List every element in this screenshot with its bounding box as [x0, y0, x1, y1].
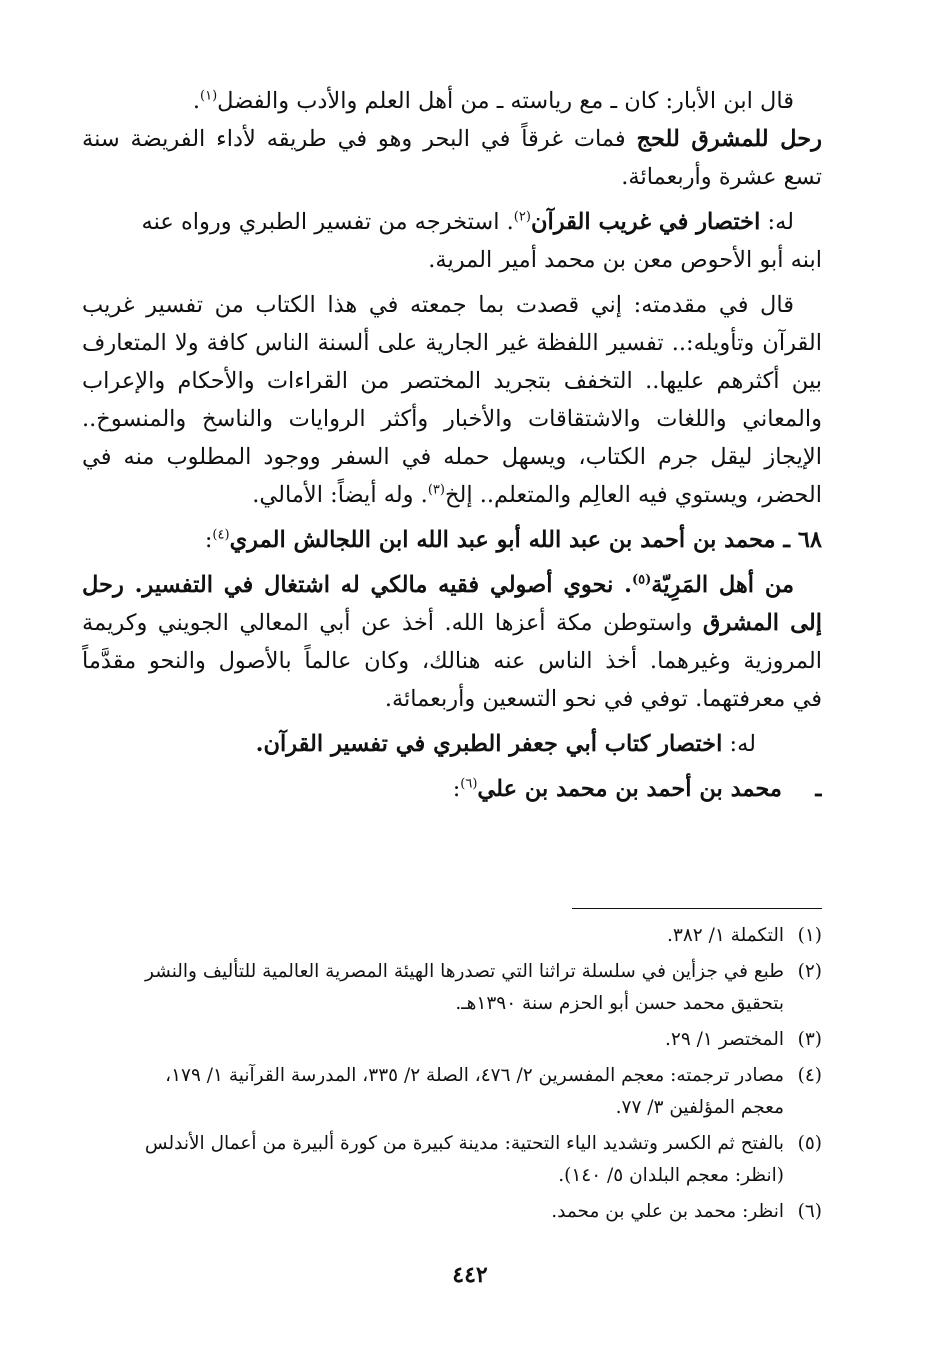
text-line: المروزية وغيرهما. أخذ الناس عنه هنالك، وكان عالماً بالأصول والنحو مقدَّماً	[82, 648, 822, 674]
page-number: ٤٤٢	[452, 1262, 488, 1288]
bold-phrase: اختصار كتاب أبي جعفر الطبري في تفسير القرآن.	[255, 731, 723, 757]
text-line: له: اختصار كتاب أبي جعفر الطبري في تفسير القرآن.	[255, 731, 756, 757]
footnote-line: انظر: محمد بن علي بن محمد.	[551, 1201, 784, 1222]
text-line: ٦٨ ـ محمد بن أحمد بن عبد الله أبو عبد الله ابن اللجالش المري$^{(٤)}$:	[204, 527, 822, 553]
bold-phrase: محمد بن أحمد بن محمد بن علي	[477, 776, 782, 802]
main-text	[82, 82, 822, 808]
footnote-number: (٦)	[797, 1201, 822, 1222]
footnote-ref: (١)	[200, 88, 218, 104]
footnote-text	[80, 956, 784, 1020]
entry-dash: ـ	[815, 776, 822, 802]
footnote	[80, 1128, 822, 1192]
footnote-number: (٢)	[797, 961, 822, 982]
paragraph-gap	[82, 279, 822, 286]
footnote-line: (انظر: معجم البلدان ٥/ ١٤٠).	[558, 1165, 784, 1186]
footnote	[80, 956, 822, 1020]
text-line: ـمحمد بن أحمد بن محمد بن علي$^{(٦)}$:	[82, 770, 822, 808]
footnote-text	[80, 920, 784, 952]
text-line: قال في مقدمته: إني قصدت بما جمعته في هذا الكتاب من تفسير غريب	[82, 292, 794, 318]
footnote-number: (٤)	[797, 1065, 822, 1086]
bold-phrase: رحل للمشرق للحج	[636, 126, 822, 152]
paragraph-gap	[82, 718, 822, 725]
footnote-line: المختصر ١/ ٢٩.	[665, 1029, 784, 1050]
text-line: الإيجاز ليقل جرم الكتاب، ويسهل حمله في السفر ووجود المطلوب منه في	[82, 444, 822, 470]
paragraph-gap	[82, 196, 822, 203]
bold-phrase: اختصار في غريب القرآن	[530, 209, 761, 235]
text-line: في معرفتهما. توفي في نحو التسعين وأربعمائة.	[384, 686, 822, 712]
footnote-text	[80, 1128, 784, 1192]
text-line: إلى المشرق واستوطن مكة أعزها الله. أخذ عن أبي المعالي الجويني وكريمة	[82, 610, 822, 636]
text-line: والمعاني واللغات والاشتقاقات والأخبار وأكثر الروايات والناسخ والمنسوخ..	[82, 406, 822, 432]
footnote-line: معجم المؤلفين ٣/ ٧٧.	[615, 1097, 784, 1118]
footnote	[80, 1024, 822, 1056]
text-line	[82, 566, 822, 604]
text-line: القرآن وتأويله:.. تفسير اللفظة غير الجارية على ألسنة الناس كافة ولا المتعارف	[82, 330, 822, 356]
text-line: تسع عشرة وأربعمائة.	[621, 164, 822, 190]
footnote-ref: (٢)	[513, 209, 531, 225]
footnotes	[80, 920, 822, 1232]
paragraph-gap	[82, 559, 822, 566]
footnote-ref: (٣)	[427, 482, 445, 498]
text-line: قال ابن الأبار: كان ـ مع رياسته ـ من أهل العلم والأدب والفضل$^{(١)}$.	[192, 88, 794, 114]
footnote-ref: (٦)	[460, 776, 478, 792]
footnote-text	[80, 1024, 784, 1056]
footnote-text	[80, 1060, 784, 1124]
text-line: بين أكثرهم عليها.. التخفف بتجريد المختصر من القراءات والأحكام والإعراب	[82, 368, 822, 394]
footnote-text	[80, 1196, 784, 1228]
text-line: ابنه أبو الأحوص معن بن محمد أمير المرية.	[428, 247, 822, 273]
footnote-line: بتحقيق محمد حسن أبو الحزم سنة ١٣٩٠هـ.	[455, 993, 784, 1014]
footnote-number: (٥)	[797, 1133, 822, 1154]
footnote-line: طبع في جزأين في سلسلة تراثنا التي تصدرها الهيئة المصرية العالمية للتأليف والنشر	[144, 961, 784, 982]
footnote-line: مصادر ترجمته: معجم المفسرين ٢/ ٤٧٦، الصلة ٢/ ٣٣٥، المدرسة القرآنية ١/ ١٧٩،	[165, 1065, 784, 1086]
footnote-line: بالفتح ثم الكسر وتشديد الياء التحتية: مدينة كبيرة من كورة ألبيرة من أعمال الأندلس	[144, 1133, 784, 1154]
footnote-number: (١)	[797, 925, 822, 946]
footnote	[80, 1060, 822, 1124]
bold-phrase: إلى المشرق	[702, 610, 822, 636]
paragraph-gap	[82, 763, 822, 770]
bold-phrase: من أهل المَرِيّة	[651, 572, 794, 598]
text-line: الحضر، ويستوي فيه العالِم والمتعلم.. إلخ$^{(٣)}$. وله أيضاً: الأمالي.	[252, 482, 822, 508]
bold-phrase: . نحوي أصولي فقيه مالكي له اشتغال في التفسير. رحل	[82, 572, 632, 598]
text-line: رحل للمشرق للحج فمات غرقاً في البحر وهو في طريقه لأداء الفريضة سنة	[82, 126, 822, 152]
bold-phrase: ٦٨ ـ محمد بن أحمد بن عبد الله أبو عبد الله ابن اللجالش المري	[229, 527, 822, 553]
footnote	[80, 920, 822, 952]
footnote-number: (٣)	[797, 1029, 822, 1050]
footnote-divider	[572, 908, 822, 909]
paragraph-gap	[82, 514, 822, 521]
footnote-line: التكملة ١/ ٣٨٢.	[667, 925, 784, 946]
footnote-ref: (٤)	[212, 527, 230, 543]
footnote-ref: (٥)	[631, 572, 652, 588]
text-line: له: اختصار في غريب القرآن$^{(٢)}$. استخرجه من تفسير الطبري ورواه عنه	[141, 209, 794, 235]
footnote	[80, 1196, 822, 1228]
